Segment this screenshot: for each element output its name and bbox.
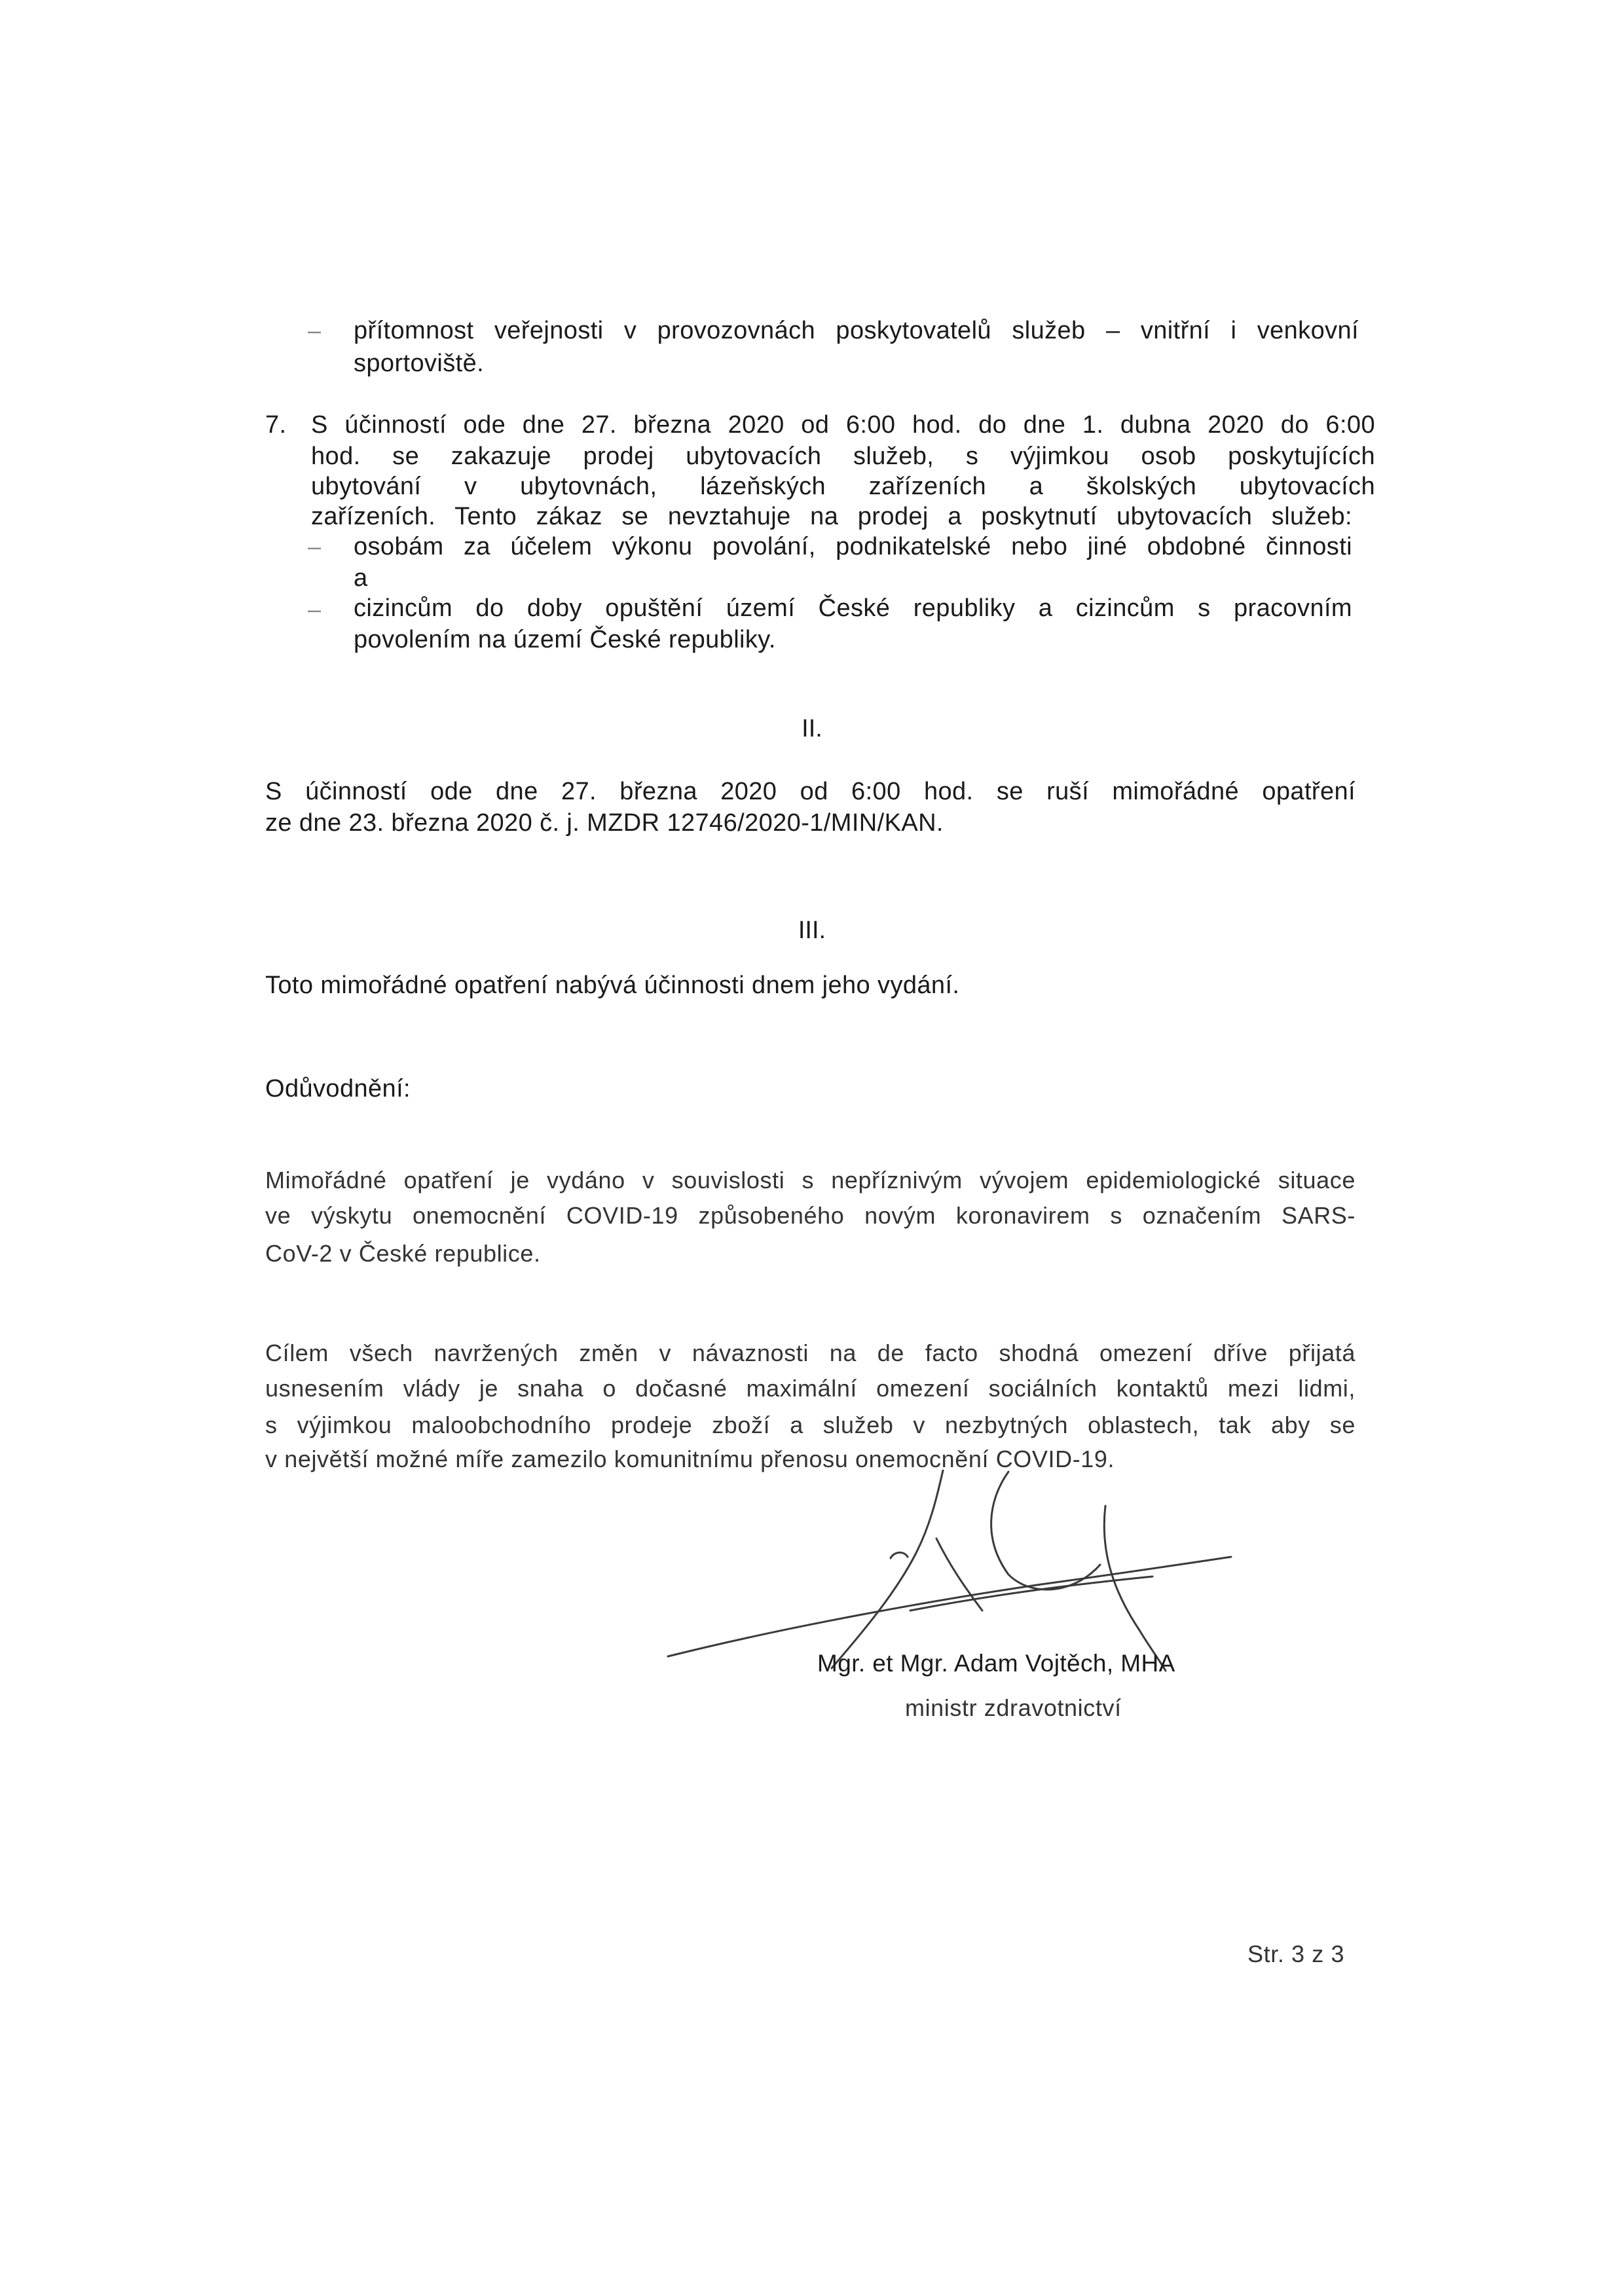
list-dash: – bbox=[308, 596, 322, 623]
justification-para2-line-3: s výjimkou maloobchodního prodeje zboží a služeb v nezbytných oblastech, tak aby se bbox=[265, 1412, 1356, 1438]
section-ii-line-2: ze dne 23. března 2020 č. j. MZDR 12746/2020-1/MIN/KAN. bbox=[265, 809, 944, 837]
list-dash: – bbox=[308, 317, 322, 344]
item-7-number: 7. bbox=[265, 411, 287, 439]
item-7-line-2: hod. se zakazuje prodej ubytovacích služeb, s výjimkou osob poskytujících bbox=[311, 443, 1375, 470]
top-item-line-2: sportoviště. bbox=[354, 350, 485, 377]
list-dash: – bbox=[308, 533, 322, 560]
item-7-line-4: zařízeních. Tento zákaz se nevztahuje na prodej a poskytnutí ubytovacích služeb: bbox=[311, 503, 1352, 530]
page-number: Str. 3 z 3 bbox=[1247, 1941, 1345, 1967]
item-7-line-1: S účinností ode dne 27. března 2020 od 6:00 hod. do dne 1. dubna 2020 do 6:00 bbox=[311, 411, 1375, 439]
section-ii-line-1: S účinností ode dne 27. března 2020 od 6:00 hod. se ruší mimořádné opatření bbox=[265, 778, 1356, 805]
sub-item-1-line-1: osobám za účelem výkonu povolání, podnikatelské nebo jiné obdobné činnosti bbox=[354, 533, 1352, 560]
justification-para1-line-3: CoV-2 v České republice. bbox=[265, 1240, 541, 1267]
justification-para2-line-2: usnesením vlády je snaha o dočasné maximální omezení sociálních kontaktů mezi lidmi, bbox=[265, 1375, 1356, 1402]
sub-item-1-line-2: a bbox=[354, 564, 368, 592]
justification-para1-line-2: ve výskytu onemocnění COVID-19 způsobeného novým koronavirem s označením SARS- bbox=[265, 1202, 1356, 1229]
sub-item-2-line-1: cizincům do doby opuštění území České republiky a cizincům s pracovním bbox=[354, 594, 1352, 622]
signatory-name: Mgr. et Mgr. Adam Vojtěch, MHA bbox=[817, 1650, 1175, 1677]
section-iii-heading: III. bbox=[798, 917, 826, 944]
sub-item-2-line-2: povolením na území České republiky. bbox=[354, 626, 776, 653]
justification-heading: Odůvodnění: bbox=[265, 1075, 411, 1102]
signatory-title: ministr zdravotnictví bbox=[905, 1694, 1122, 1721]
section-iii-text: Toto mimořádné opatření nabývá účinnosti dnem jeho vydání. bbox=[265, 972, 960, 999]
signature-scribble bbox=[655, 1460, 1257, 1676]
justification-para2-line-1: Cílem všech navržených změn v návaznosti na de facto shodná omezení dříve přijatá bbox=[265, 1339, 1356, 1366]
justification-para2-line-4: v největší možné míře zamezilo komunitnímu přenosu onemocnění COVID-19. bbox=[265, 1446, 1115, 1472]
section-ii-heading: II. bbox=[802, 715, 822, 742]
item-7-line-3: ubytování v ubytovnách, lázeňských zařízeních a školských ubytovacích bbox=[311, 473, 1375, 500]
top-item-line-1: přítomnost veřejnosti v provozovnách poskytovatelů služeb – vnitřní i venkovní bbox=[354, 317, 1359, 344]
justification-para1-line-1: Mimořádné opatření je vydáno v souvislosti s nepříznivým vývojem epidemiologické situace bbox=[265, 1167, 1356, 1194]
